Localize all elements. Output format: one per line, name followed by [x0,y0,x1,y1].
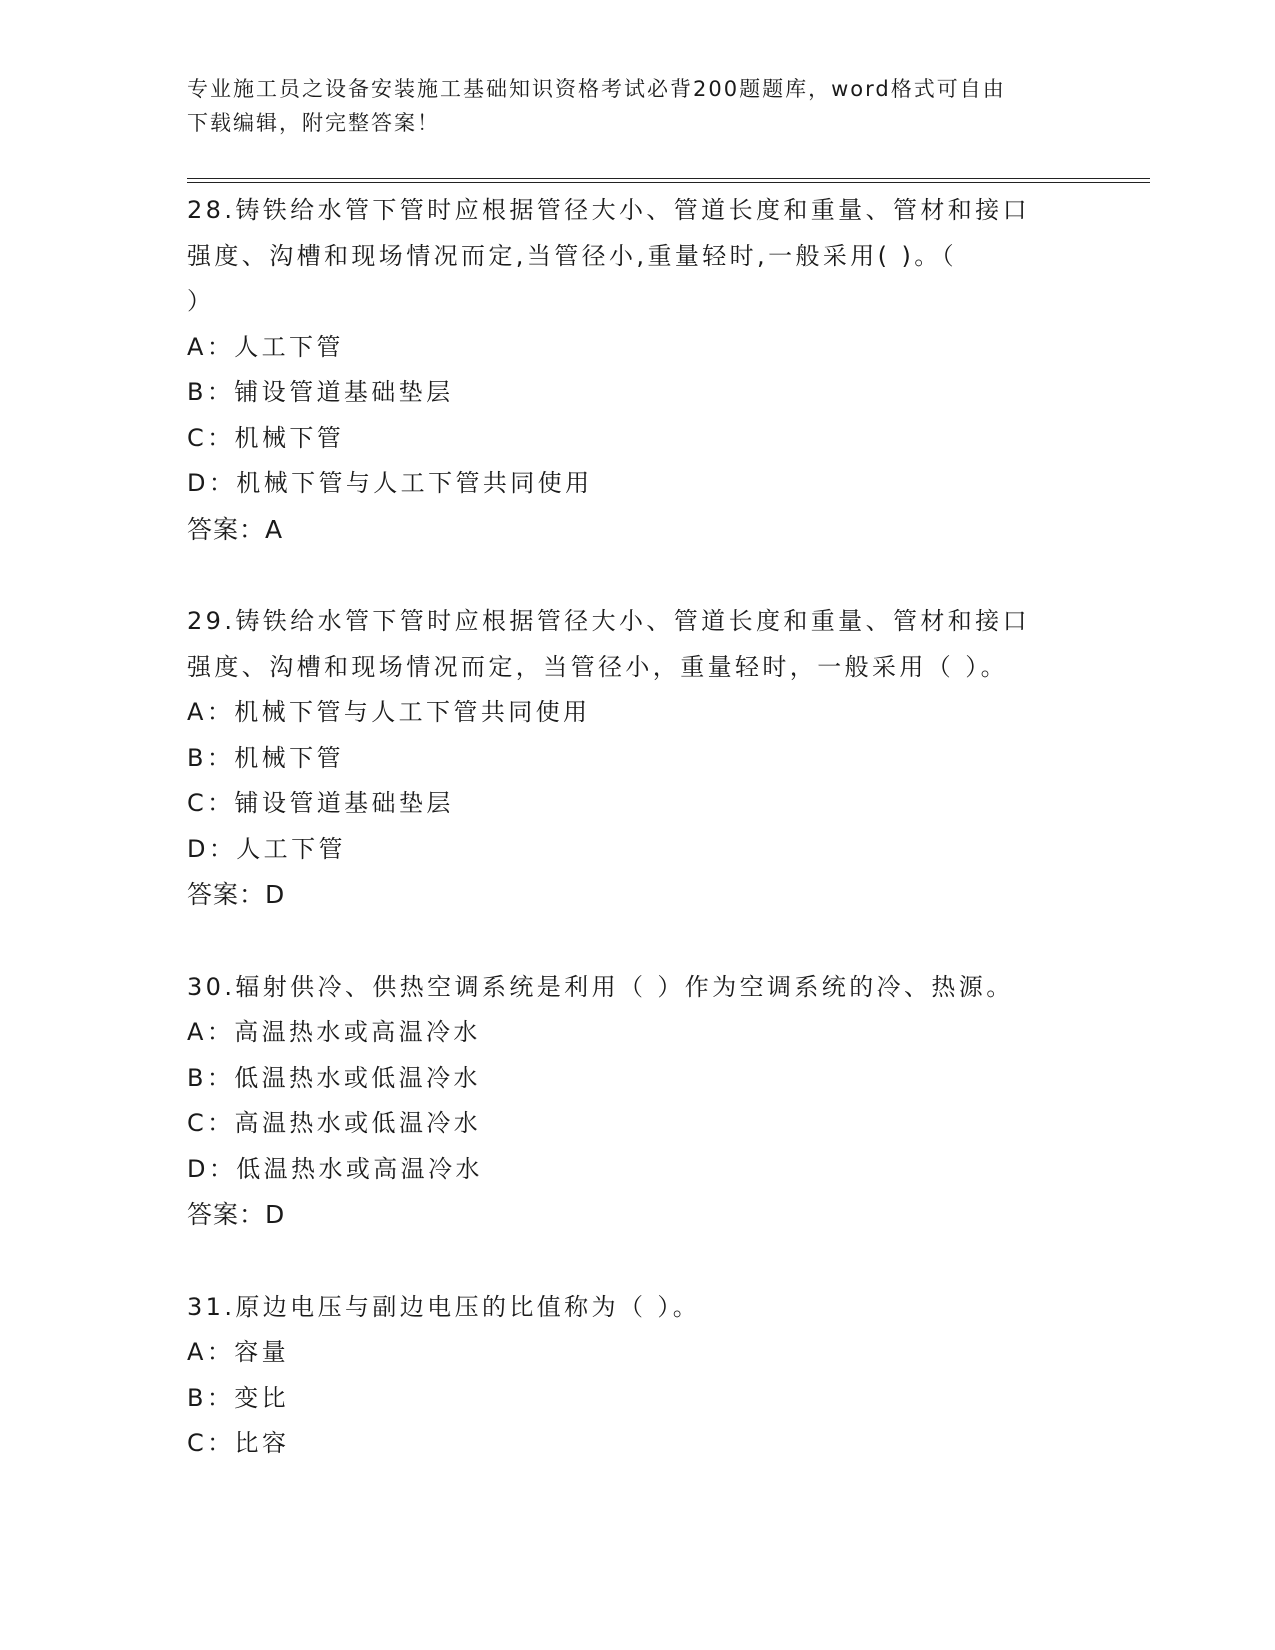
question-stem-line: 30.辐射供冷、供热空调系统是利用（ ）作为空调系统的冷、热源。 [187,972,1014,1001]
question-31 [187,1285,1087,1467]
question-stem-line: 28.铸铁给水管下管时应根据管径大小、管道长度和重量、管材和接口 [187,196,1030,224]
answer-label: 答案：D [187,880,286,909]
question-stem-line: 31.原边电压与副边电压的比值称为（ ）。 [187,1292,701,1321]
question-stem-line: 强度、沟槽和现场情况而定,当管径小,重量轻时,一般采用( )。（ [187,241,958,270]
option-c: C：机械下管 [187,423,345,452]
question-stem-line: ） [187,287,215,315]
question-28 [187,188,1087,552]
option-d: D：人工下管 [187,834,346,863]
document-header [187,72,1067,140]
option-d: D：机械下管与人工下管共同使用 [187,469,593,497]
question-30 [187,965,1087,1238]
question-stem-line: 强度、沟槽和现场情况而定，当管径小，重量轻时，一般采用（ ）。 [187,652,1009,681]
option-b: B：低温热水或低温冷水 [187,1063,481,1092]
option-a: A：容量 [187,1338,290,1366]
header-divider-bottom [187,182,1150,183]
option-c: C：比容 [187,1429,290,1457]
option-a: A：机械下管与人工下管共同使用 [187,698,591,726]
question-stem-line: 29.铸铁给水管下管时应根据管径大小、管道长度和重量、管材和接口 [187,607,1030,635]
option-b: B：机械下管 [187,743,344,772]
answer-label: 答案：A [187,514,284,544]
option-c: C：铺设管道基础垫层 [187,789,454,817]
option-a: A：高温热水或高温冷水 [187,1018,481,1046]
option-b: B：铺设管道基础垫层 [187,378,454,406]
question-list [187,188,1087,1514]
answer-label: 答案：D [187,1200,286,1229]
option-d: D：低温热水或高温冷水 [187,1154,483,1183]
option-b: B：变比 [187,1383,290,1412]
question-29 [187,599,1087,918]
header-title-line-2: 下载编辑，附完整答案！ [187,111,440,135]
option-a: A：人工下管 [187,332,344,361]
header-title-line-1: 专业施工员之设备安装施工基础知识资格考试必背200题题库，word格式可自由 [187,77,1006,101]
header-divider-top [187,178,1150,179]
option-c: C：高温热水或低温冷水 [187,1109,482,1137]
